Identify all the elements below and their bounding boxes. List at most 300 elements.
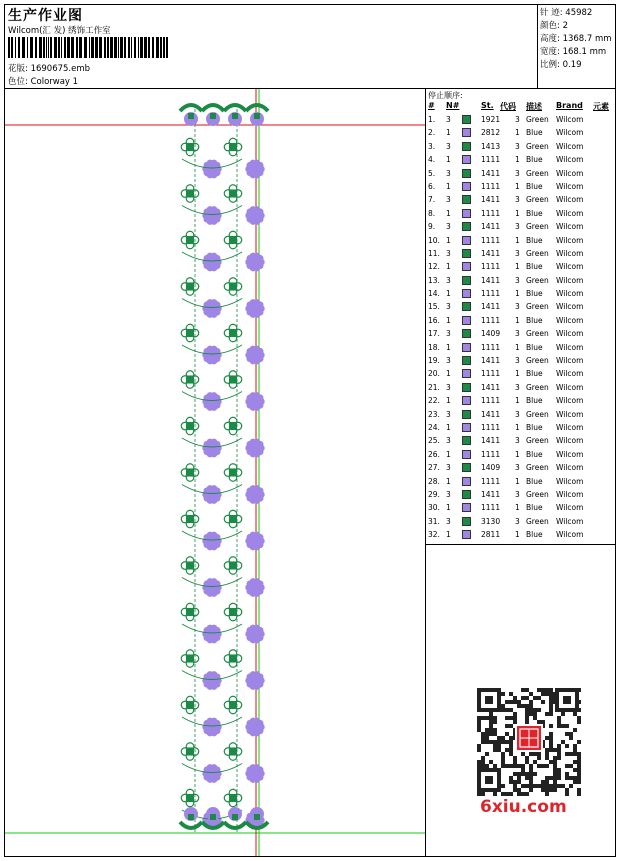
cell-code: 1 <box>515 181 520 191</box>
cell-code: 1 <box>515 128 520 138</box>
cell-n: 1 <box>446 289 451 299</box>
cell-code: 3 <box>515 329 520 339</box>
blue-flower-motif <box>245 718 264 737</box>
cell-desc: Green <box>526 195 549 205</box>
cell-code: 3 <box>515 356 520 366</box>
cell-desc: Blue <box>526 503 543 513</box>
cell-num: 4. <box>428 155 436 165</box>
green-clover-motif <box>181 789 198 806</box>
width-value: 168.1 mm <box>562 47 607 57</box>
cell-brand: Wilcom <box>556 155 584 165</box>
cell-num: 25. <box>428 436 440 446</box>
cell-n: 1 <box>446 262 451 272</box>
cell-brand: Wilcom <box>556 235 584 245</box>
green-clover-motif <box>181 324 198 341</box>
table-row <box>426 248 615 261</box>
color-swatch <box>462 423 471 432</box>
cell-num: 20. <box>428 369 440 379</box>
table-row <box>426 235 615 248</box>
cell-code: 3 <box>515 141 520 151</box>
height-value: 1368.7 mm <box>562 34 612 44</box>
blue-flower-motif <box>202 206 221 225</box>
colorway-label: 色位: <box>8 77 28 87</box>
cell-desc: Green <box>526 516 549 526</box>
green-clover-motif <box>224 789 241 806</box>
cell-num: 9. <box>428 222 436 232</box>
table-row <box>426 208 615 221</box>
color-swatch <box>462 142 471 151</box>
cell-num: 32. <box>428 530 440 540</box>
col-needle: N# <box>446 101 460 110</box>
cell-brand: Wilcom <box>556 141 584 151</box>
colorway-value: Colorway 1 <box>30 77 79 87</box>
cell-brand: Wilcom <box>556 463 584 473</box>
cell-n: 1 <box>446 208 451 218</box>
cell-n: 3 <box>446 302 451 312</box>
watermark-text: 6xiu.com <box>480 797 567 817</box>
cell-desc: Green <box>526 115 549 124</box>
cell-code: 3 <box>515 168 520 178</box>
blue-flower-motif <box>245 578 264 597</box>
cell-st: 1111 <box>481 315 501 325</box>
cell-n: 3 <box>446 195 451 205</box>
height-label: 高度: <box>540 34 560 44</box>
colors-row <box>540 19 568 31</box>
page-title: 生产作业图 <box>8 8 83 24</box>
green-clover-motif <box>224 650 241 667</box>
table-row <box>426 529 615 542</box>
cell-st: 1411 <box>481 489 501 499</box>
color-swatch <box>462 343 471 352</box>
color-swatch <box>462 436 471 445</box>
cell-num: 27. <box>428 463 440 473</box>
color-swatch <box>462 302 471 311</box>
cell-code: 1 <box>515 235 520 245</box>
green-clover-motif <box>224 603 241 620</box>
cell-n: 1 <box>446 181 451 191</box>
table-row <box>426 261 615 274</box>
cell-code: 1 <box>515 262 520 272</box>
green-clover-motif <box>181 231 198 248</box>
cell-code: 1 <box>515 315 520 325</box>
stop-sequence-panel <box>426 89 615 856</box>
color-swatch <box>462 276 471 285</box>
blue-flower-motif <box>245 160 264 179</box>
green-clover-motif <box>224 743 241 760</box>
color-swatch <box>462 410 471 419</box>
scale-label: 比例: <box>540 60 560 70</box>
sequence-table-body <box>426 114 615 543</box>
cell-desc: Green <box>526 222 549 232</box>
cell-desc: Green <box>526 248 549 258</box>
cell-brand: Wilcom <box>556 409 584 419</box>
cell-num: 18. <box>428 342 440 352</box>
color-swatch <box>462 262 471 271</box>
stitches-label: 针 迹: <box>540 8 563 18</box>
cell-brand: Wilcom <box>556 248 584 258</box>
cell-brand: Wilcom <box>556 489 584 499</box>
cell-desc: Green <box>526 275 549 285</box>
scallop-border <box>180 105 268 126</box>
stitches-value: 45982 <box>565 8 593 18</box>
cell-st: 1411 <box>481 248 501 258</box>
cell-n: 3 <box>446 409 451 419</box>
cell-desc: Blue <box>526 530 543 540</box>
cell-desc: Green <box>526 463 549 473</box>
cell-brand: Wilcom <box>556 208 584 218</box>
table-row <box>426 168 615 181</box>
cell-brand: Wilcom <box>556 128 584 138</box>
cell-brand: Wilcom <box>556 396 584 406</box>
width-row <box>540 45 606 57</box>
table-row <box>426 462 615 475</box>
cell-num: 6. <box>428 181 436 191</box>
green-clover-motif <box>181 138 198 155</box>
cell-st: 1411 <box>481 302 501 312</box>
green-clover-motif <box>181 603 198 620</box>
cell-brand: Wilcom <box>556 356 584 366</box>
cell-num: 19. <box>428 356 440 366</box>
color-swatch <box>462 369 471 378</box>
blue-flower-motif <box>245 485 264 504</box>
cell-brand: Wilcom <box>556 168 584 178</box>
cell-brand: Wilcom <box>556 369 584 379</box>
color-swatch <box>462 396 471 405</box>
barcode <box>8 37 173 58</box>
cell-num: 31. <box>428 516 440 526</box>
table-row <box>426 422 615 435</box>
cell-num: 23. <box>428 409 440 419</box>
cell-st: 1111 <box>481 235 501 245</box>
colors-label: 颜色: <box>540 21 560 31</box>
cell-st: 1921 <box>481 115 501 124</box>
cell-brand: Wilcom <box>556 530 584 540</box>
table-row <box>426 382 615 395</box>
color-swatch <box>462 289 471 298</box>
table-row <box>426 489 615 502</box>
cell-n: 1 <box>446 128 451 138</box>
cell-brand: Wilcom <box>556 289 584 299</box>
cell-desc: Green <box>526 302 549 312</box>
color-swatch <box>462 463 471 472</box>
cell-num: 12. <box>428 262 440 272</box>
cell-code: 3 <box>515 382 520 392</box>
cell-n: 3 <box>446 168 451 178</box>
cell-n: 3 <box>446 222 451 232</box>
cell-desc: Green <box>526 329 549 339</box>
color-swatch <box>462 383 471 392</box>
blue-flower-motif <box>245 625 264 644</box>
cell-code: 1 <box>515 369 520 379</box>
cell-n: 1 <box>446 396 451 406</box>
cell-brand: Wilcom <box>556 436 584 446</box>
design-file-name: 1690675.emb <box>30 64 91 74</box>
color-swatch <box>462 222 471 231</box>
cell-code: 1 <box>515 503 520 513</box>
cell-st: 1111 <box>481 208 501 218</box>
cell-desc: Blue <box>526 262 543 272</box>
table-row <box>426 435 615 448</box>
cell-code: 1 <box>515 396 520 406</box>
colors-value: 2 <box>562 21 568 31</box>
green-clover-motif <box>181 278 198 295</box>
green-clover-motif <box>224 510 241 527</box>
table-row <box>426 194 615 207</box>
cell-brand: Wilcom <box>556 315 584 325</box>
col-stitches: St. <box>481 101 494 110</box>
stitches-row <box>540 6 592 18</box>
blue-flower-motif <box>202 718 221 737</box>
cell-desc: Green <box>526 356 549 366</box>
cell-n: 1 <box>446 476 451 486</box>
table-row <box>426 127 615 140</box>
cell-n: 1 <box>446 530 451 540</box>
cell-n: 3 <box>446 356 451 366</box>
cell-desc: Green <box>526 489 549 499</box>
cell-n: 3 <box>446 516 451 526</box>
blue-flower-motif <box>245 206 264 225</box>
green-clover-motif <box>181 417 198 434</box>
studio-name: Wilcom(汇 发) 绣饰工作室 <box>8 26 111 36</box>
cell-code: 3 <box>515 463 520 473</box>
header-panel <box>5 5 538 89</box>
cell-brand: Wilcom <box>556 422 584 432</box>
green-clover-motif <box>224 417 241 434</box>
table-row <box>426 315 615 328</box>
col-description: 描述 <box>526 102 542 111</box>
cell-brand: Wilcom <box>556 516 584 526</box>
blue-flower-motif <box>202 671 221 690</box>
table-row <box>426 368 615 381</box>
green-clover-motif <box>181 185 198 202</box>
cell-brand: Wilcom <box>556 382 584 392</box>
green-clover-motif <box>181 464 198 481</box>
blue-flower-motif <box>202 764 221 783</box>
cell-st: 1409 <box>481 463 501 473</box>
cell-n: 1 <box>446 449 451 459</box>
table-row <box>426 476 615 489</box>
width-label: 宽度: <box>540 47 560 57</box>
color-swatch <box>462 517 471 526</box>
motif-column <box>180 105 268 834</box>
cell-st: 1111 <box>481 369 501 379</box>
cell-brand: Wilcom <box>556 115 584 124</box>
cell-brand: Wilcom <box>556 275 584 285</box>
col-brand: Brand <box>556 101 583 110</box>
blue-flower-motif <box>245 532 264 551</box>
color-swatch <box>462 477 471 486</box>
cell-num: 28. <box>428 476 440 486</box>
table-row <box>426 342 615 355</box>
cell-n: 3 <box>446 248 451 258</box>
table-row <box>426 288 615 301</box>
cell-desc: Blue <box>526 208 543 218</box>
green-clover-motif <box>181 650 198 667</box>
green-clover-motif <box>224 231 241 248</box>
cell-num: 10. <box>428 235 440 245</box>
cell-st: 1411 <box>481 275 501 285</box>
color-swatch <box>462 490 471 499</box>
cell-num: 1. <box>428 115 436 124</box>
blue-flower-motif <box>245 346 264 365</box>
cell-brand: Wilcom <box>556 222 584 232</box>
cell-n: 3 <box>446 275 451 285</box>
cell-st: 1411 <box>481 195 501 205</box>
cell-code: 3 <box>515 115 520 124</box>
col-code: 代码 <box>500 102 516 111</box>
table-row <box>426 449 615 462</box>
worksheet-frame <box>4 4 616 857</box>
cell-desc: Blue <box>526 289 543 299</box>
cell-desc: Green <box>526 382 549 392</box>
cell-desc: Blue <box>526 476 543 486</box>
cell-n: 1 <box>446 422 451 432</box>
qr-code <box>471 684 587 804</box>
cell-num: 13. <box>428 275 440 285</box>
color-swatch <box>462 195 471 204</box>
cell-code: 1 <box>515 342 520 352</box>
stop-sequence-title: 停止顺序: <box>428 91 463 100</box>
cell-num: 11. <box>428 248 440 258</box>
cell-num: 29. <box>428 489 440 499</box>
cell-st: 1111 <box>481 476 501 486</box>
cell-num: 24. <box>428 422 440 432</box>
green-clover-motif <box>181 743 198 760</box>
scale-row <box>540 58 582 70</box>
cell-code: 1 <box>515 530 520 540</box>
blue-flower-motif <box>202 346 221 365</box>
table-row <box>426 328 615 341</box>
cell-brand: Wilcom <box>556 195 584 205</box>
table-row <box>426 221 615 234</box>
cell-desc: Blue <box>526 155 543 165</box>
cell-st: 2812 <box>481 128 501 138</box>
cell-desc: Blue <box>526 449 543 459</box>
cell-n: 3 <box>446 463 451 473</box>
blue-flower-motif <box>245 764 264 783</box>
cell-st: 1111 <box>481 396 501 406</box>
sequence-table-header <box>426 101 615 113</box>
cell-code: 3 <box>515 516 520 526</box>
cell-st: 1411 <box>481 436 501 446</box>
blue-flower-motif <box>245 253 264 272</box>
cell-desc: Blue <box>526 422 543 432</box>
green-clover-motif <box>224 371 241 388</box>
color-swatch <box>462 209 471 218</box>
cell-st: 1111 <box>481 422 501 432</box>
green-clover-motif <box>181 371 198 388</box>
cell-st: 1111 <box>481 449 501 459</box>
cell-num: 7. <box>428 195 436 205</box>
color-swatch <box>462 115 471 124</box>
cell-n: 3 <box>446 115 451 124</box>
design-preview-canvas <box>5 89 426 856</box>
cell-code: 1 <box>515 449 520 459</box>
green-clover-motif <box>224 464 241 481</box>
blue-flower-motif <box>202 625 221 644</box>
design-info-panel <box>538 5 615 89</box>
blue-flower-motif <box>245 439 264 458</box>
cell-desc: Blue <box>526 315 543 325</box>
cell-st: 1111 <box>481 289 501 299</box>
cell-st: 1111 <box>481 342 501 352</box>
cell-n: 3 <box>446 436 451 446</box>
table-row <box>426 409 615 422</box>
color-swatch <box>462 155 471 164</box>
cell-num: 16. <box>428 315 440 325</box>
cell-st: 1411 <box>481 222 501 232</box>
cell-code: 1 <box>515 208 520 218</box>
cell-desc: Blue <box>526 342 543 352</box>
blue-flower-motif <box>202 578 221 597</box>
cell-brand: Wilcom <box>556 503 584 513</box>
table-divider <box>426 544 615 545</box>
design-file-row <box>8 62 90 74</box>
height-row <box>540 32 612 44</box>
blue-flower-motif <box>202 439 221 458</box>
cell-n: 3 <box>446 141 451 151</box>
green-clover-motif <box>224 185 241 202</box>
blue-flower-motif <box>202 299 221 318</box>
green-clover-motif <box>224 324 241 341</box>
cell-brand: Wilcom <box>556 302 584 312</box>
table-row <box>426 395 615 408</box>
blue-flower-motif <box>245 299 264 318</box>
cell-st: 1411 <box>481 382 501 392</box>
cell-code: 1 <box>515 422 520 432</box>
cell-n: 1 <box>446 503 451 513</box>
cell-n: 1 <box>446 369 451 379</box>
blue-flower-motif <box>202 253 221 272</box>
color-swatch <box>462 530 471 539</box>
green-clover-motif <box>224 557 241 574</box>
color-swatch <box>462 128 471 137</box>
table-row <box>426 355 615 368</box>
color-swatch <box>462 182 471 191</box>
cell-brand: Wilcom <box>556 449 584 459</box>
color-swatch <box>462 503 471 512</box>
green-clover-motif <box>224 696 241 713</box>
cell-brand: Wilcom <box>556 342 584 352</box>
col-num: # <box>428 101 435 110</box>
green-clover-motif <box>181 696 198 713</box>
cell-brand: Wilcom <box>556 181 584 191</box>
cell-code: 3 <box>515 409 520 419</box>
cell-desc: Blue <box>526 369 543 379</box>
col-element: 元素 <box>593 102 609 111</box>
cell-desc: Blue <box>526 181 543 191</box>
cell-code: 1 <box>515 476 520 486</box>
cell-st: 3130 <box>481 516 501 526</box>
cell-num: 21. <box>428 382 440 392</box>
cell-st: 1111 <box>481 155 501 165</box>
cell-n: 1 <box>446 342 451 352</box>
cell-st: 1111 <box>481 503 501 513</box>
cell-n: 1 <box>446 235 451 245</box>
cell-num: 5. <box>428 168 436 178</box>
color-swatch <box>462 329 471 338</box>
cell-code: 3 <box>515 302 520 312</box>
cell-st: 1411 <box>481 356 501 366</box>
cell-brand: Wilcom <box>556 476 584 486</box>
blue-flower-motif <box>245 392 264 411</box>
cell-desc: Blue <box>526 128 543 138</box>
scale-value: 0.19 <box>562 60 582 70</box>
color-swatch <box>462 236 471 245</box>
cell-brand: Wilcom <box>556 329 584 339</box>
blue-flower-motif <box>202 392 221 411</box>
cell-n: 3 <box>446 329 451 339</box>
